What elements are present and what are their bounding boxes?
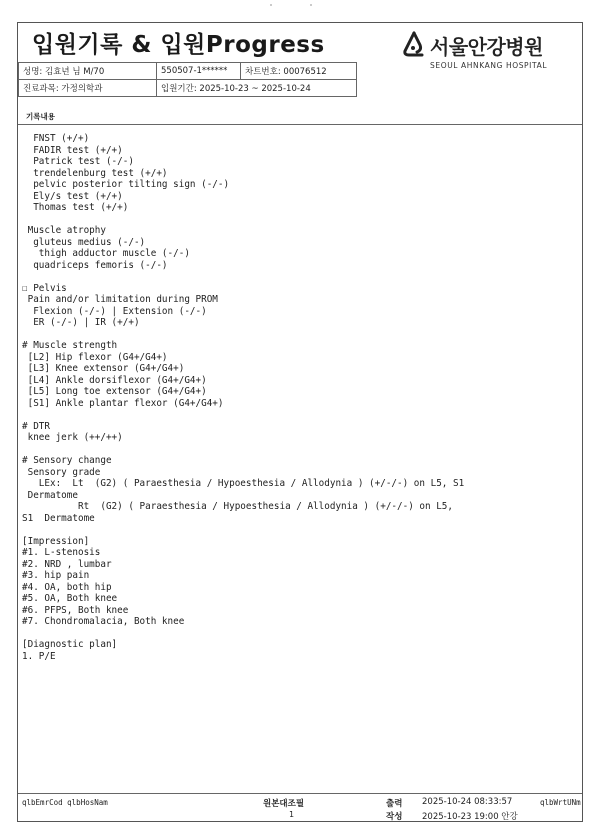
record-line: #4. OA, both hip: [22, 581, 112, 593]
record-line: ER (-/-) | IR (+/+): [22, 317, 140, 328]
record-line: Patrick test (-/-): [22, 156, 134, 167]
print-datetime: 2025-10-24 08:33:57: [422, 797, 513, 807]
record-line: [L5] Long toe extensor (G4+/G4+): [22, 386, 207, 397]
record-line: ☐ Pelvis: [22, 282, 67, 294]
record-line: #6. PFPS, Both knee: [22, 604, 129, 616]
record-line: [22, 214, 578, 226]
document-title: 입원기록 & 입원Progress: [32, 32, 325, 58]
document-footer: [18, 795, 582, 822]
record-line: [L4] Ankle dorsiflexor (G4+/G4+): [22, 374, 207, 386]
record-line: LEx: Lt (G2) ( Paraesthesia / Hypoesthesia / Allodynia ) (+/-/-) on L5, S1: [22, 478, 465, 489]
patient-info-table: [18, 62, 357, 97]
chart-number: 차트번호: 00076512: [241, 63, 357, 80]
record-line: Ely/s test (+/+): [22, 190, 123, 202]
record-line: Dermatome: [22, 489, 78, 501]
hospital-logo-mark-icon: [400, 31, 428, 59]
hospital-name: 서울안강병원: [430, 35, 543, 59]
record-line: # Muscle strength: [22, 340, 118, 351]
record-line: [Diagnostic plan]: [22, 639, 118, 650]
record-line: Sensory grade: [22, 466, 101, 478]
record-line: [22, 329, 578, 341]
record-line: thigh adductor muscle (-/-): [22, 248, 190, 259]
record-line: pelvic posterior tilting sign (-/-): [22, 179, 230, 190]
document-page: [17, 22, 583, 822]
print-label: 출력: [386, 799, 403, 809]
record-line: Thomas test (+/+): [22, 202, 129, 213]
patient-name: 성명: 김효년 님 M/70: [19, 63, 157, 80]
record-line: # DTR: [22, 420, 50, 432]
record-line: [22, 409, 578, 421]
record-line: #5. OA, Both knee: [22, 593, 118, 604]
record-line: [22, 444, 578, 456]
admission-period: 입원기간: 2025-10-23 ~ 2025-10-24: [157, 80, 357, 97]
record-line: #3. hip pain: [22, 570, 90, 581]
scan-dots: [270, 4, 330, 8]
record-line: #7. Chondromalacia, Both knee: [22, 616, 185, 627]
record-line: [22, 628, 578, 640]
record-line: knee jerk (++/++): [22, 432, 123, 443]
record-content: [22, 133, 578, 662]
footer-right-code: qlbWrtUNm: [540, 798, 581, 807]
record-line: quadriceps femoris (-/-): [22, 259, 168, 271]
page-number: 1: [289, 810, 295, 819]
record-line: [L2] Hip flexor (G4+/G4+): [22, 351, 168, 363]
hospital-logo: [396, 31, 576, 91]
record-line: #1. L-stenosis: [22, 547, 101, 558]
record-line: S1 Dermatome: [22, 512, 95, 524]
record-line: [22, 524, 578, 536]
record-line: Muscle atrophy: [22, 225, 106, 236]
record-line: Rt (G2) ( Paraesthesia / Hypoesthesia / Allodynia ) (+/-/-) on L5,: [22, 501, 453, 512]
record-line: [L3] Knee extensor (G4+/G4+): [22, 363, 185, 374]
original-verified-label: 원본대조필: [263, 799, 305, 809]
record-content-label: 기록내용: [26, 112, 55, 121]
record-line: Flexion (-/-) | Extension (-/-): [22, 305, 207, 317]
record-line: [Impression]: [22, 535, 90, 547]
record-line: trendelenburg test (+/+): [22, 167, 168, 179]
record-divider: [18, 124, 582, 125]
record-line: FADIR test (+/+): [22, 144, 123, 156]
record-line: # Sensory change: [22, 455, 112, 466]
record-line: Pain and/or limitation during PROM: [22, 294, 218, 305]
write-label: 작성: [386, 812, 403, 822]
department: 진료과목: 가정의학과: [19, 80, 157, 97]
write-datetime: 2025-10-23 19:00 안강: [422, 812, 518, 822]
record-line: #2. NRD , lumbar: [22, 558, 112, 570]
record-line: [22, 271, 578, 283]
footer-divider: [18, 793, 582, 794]
record-line: FNST (+/+): [22, 133, 90, 144]
record-line: [S1] Ankle plantar flexor (G4+/G4+): [22, 397, 224, 409]
patient-id-number: 550507-1******: [157, 63, 241, 80]
footer-left-code: qlbEmrCod qlbHosNam: [22, 798, 108, 807]
record-line: 1. P/E: [22, 650, 56, 662]
record-line: gluteus medius (-/-): [22, 236, 146, 248]
hospital-name-en: SEOUL AHNKANG HOSPITAL: [430, 61, 548, 70]
